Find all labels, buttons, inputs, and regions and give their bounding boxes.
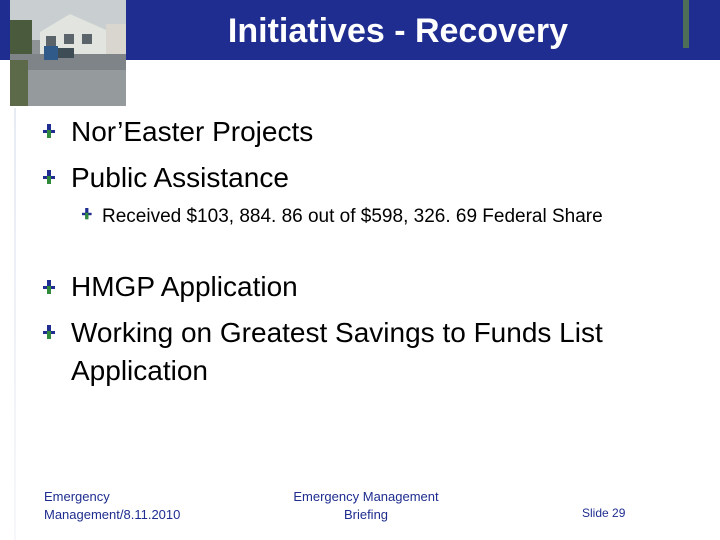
footer-center-text: Emergency Management Briefing [293,489,439,522]
bullet-item: Public Assistance [71,162,289,193]
bullet-item: Nor’Easter Projects [71,116,314,147]
bullet-item: HMGP Application [71,271,298,302]
sub-bullet-marker-icon [82,208,92,219]
bullet-marker-icon [43,325,55,339]
bullet-item: Working on Greatest Savings to Funds List Application [71,317,603,386]
bullet-marker-icon [43,280,55,294]
bullet-marker-icon [43,170,55,184]
slide-title: Initiatives - Recovery [227,12,569,50]
footer-left-text: Emergency Management/8.11.2010 [44,489,181,522]
slide-number: Slide 29 [582,506,626,520]
sub-bullet-item: Received $103, 884. 86 out of $598, 326. 69 Federal Share [102,206,603,227]
bullet-marker-icon [43,124,55,138]
